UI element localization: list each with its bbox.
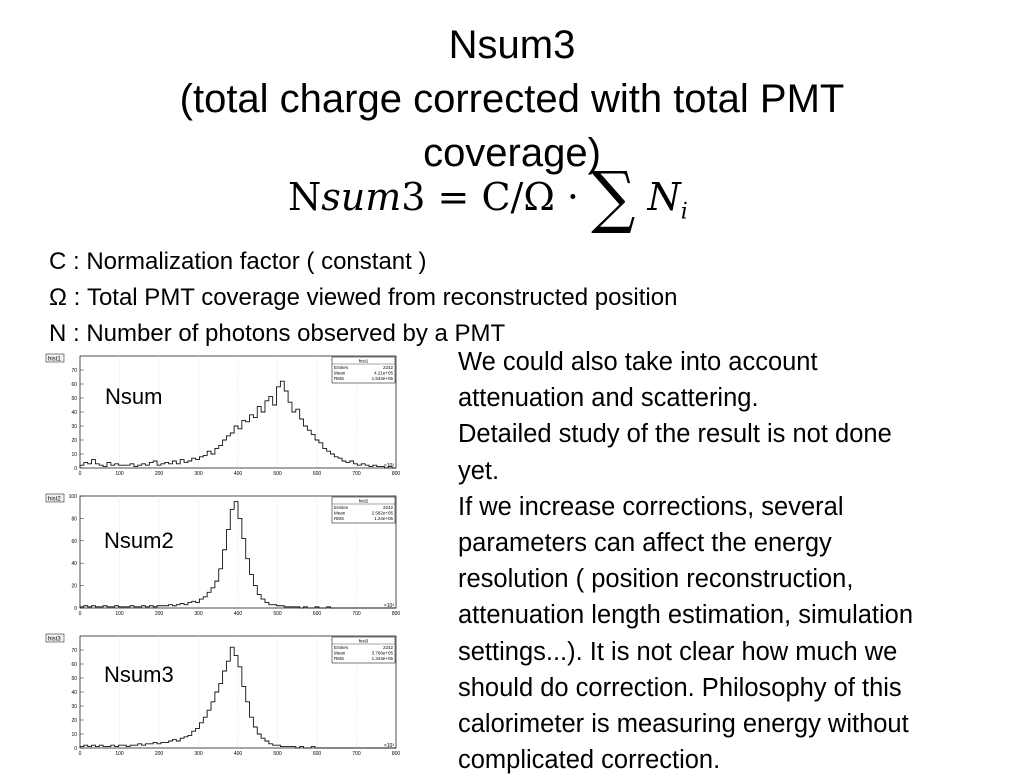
y-tick-label: 20 <box>71 438 77 444</box>
nsum3-formula <box>288 156 728 240</box>
x-tick-label: 300 <box>194 611 203 617</box>
x-tick-label: 300 <box>194 471 203 477</box>
text-line: should do correction. Philosophy of this <box>458 673 902 702</box>
definition-omega: Ω : Total PMT coverage viewed from reconstructed position <box>49 284 678 311</box>
stats-value: 2.582e+05 <box>371 510 393 516</box>
histogram-nsum3 <box>44 632 414 762</box>
x-tick-label: 400 <box>233 751 243 757</box>
sum-symbol: ∑ <box>591 156 636 237</box>
y-tick-label: 40 <box>71 410 77 416</box>
y-tick-label: 20 <box>71 583 77 590</box>
stats-value: 2242 <box>382 505 393 510</box>
formula-lhs-digit: 3 <box>401 175 426 219</box>
x-tick-label: 800 <box>391 471 401 477</box>
y-tick-label: 10 <box>71 732 77 738</box>
histogram-label: Nsum <box>105 384 163 409</box>
x-tick-label: 600 <box>312 611 322 617</box>
x-tick-label: 200 <box>154 471 164 477</box>
x-tick-label: 500 <box>273 751 282 757</box>
x-tick-label: 700 <box>352 471 361 477</box>
stats-value: 1.533e+05 <box>371 376 393 381</box>
text-line: Detailed study of the result is not done <box>458 420 892 449</box>
y-tick-label: 60 <box>71 382 77 388</box>
y-tick-label: 50 <box>71 396 77 402</box>
hist-tag-text: hist2 <box>48 496 61 503</box>
x-tick-label: 500 <box>273 611 282 617</box>
x-tick-label: 100 <box>115 751 124 757</box>
y-tick-label: 80 <box>71 516 77 523</box>
histogram-panel-nsum <box>44 352 414 482</box>
stats-key: Entries <box>334 505 349 510</box>
x-tick-label: 0 <box>78 471 82 477</box>
stats-value: 1.24e+05 <box>374 516 393 521</box>
y-tick-label: 20 <box>71 718 77 724</box>
x-tick-label: 600 <box>312 751 322 757</box>
formula-rhs: = C/Ω · <box>437 175 580 219</box>
x-exponent-label: ×10³ <box>383 743 394 749</box>
y-tick-label: 70 <box>71 648 77 654</box>
hist-tag-text: hist1 <box>48 356 61 363</box>
y-tick-label: 0 <box>74 606 77 612</box>
x-tick-label: 400 <box>233 471 243 477</box>
title-line-3: coverage) <box>423 131 601 175</box>
text-line: resolution ( position reconstruction, <box>458 565 854 594</box>
stats-value: 3.766e+05 <box>371 650 393 656</box>
x-tick-label: 100 <box>115 611 124 617</box>
stats-value: 2242 <box>382 645 393 650</box>
histogram-panel-nsum3 <box>44 632 414 762</box>
x-tick-label: 800 <box>391 611 401 617</box>
text-line: attenuation and scattering. <box>458 384 759 413</box>
formula-term: N <box>647 175 681 219</box>
definition-n: N : Number of photons observed by a PMT <box>49 320 506 347</box>
stats-key: Entries <box>334 365 349 370</box>
stats-key: RMS <box>334 516 344 521</box>
text-line: attenuation length estimation, simulation <box>458 601 914 630</box>
x-exponent-label: ×10³ <box>383 463 394 469</box>
title-line-1: Nsum3 <box>448 23 576 67</box>
text-line: If we increase corrections, several <box>458 492 844 521</box>
x-tick-label: 300 <box>194 751 203 757</box>
x-tick-label: 700 <box>352 611 361 617</box>
x-exponent-label: ×10³ <box>383 603 394 609</box>
histogram-label: Nsum3 <box>104 662 174 687</box>
y-tick-label: 60 <box>71 538 77 545</box>
stats-title: hist3 <box>358 638 369 644</box>
y-tick-label: 0 <box>74 746 77 752</box>
y-tick-label: 40 <box>71 690 77 696</box>
title-line-2: (total charge corrected with total PMT <box>179 77 845 121</box>
formula-lhs-sum: sum <box>321 175 402 219</box>
x-tick-label: 500 <box>273 471 282 477</box>
x-tick-label: 800 <box>391 751 401 757</box>
text-line: We could also take into account <box>458 348 818 376</box>
x-tick-label: 600 <box>312 471 322 477</box>
definition-c: C : Normalization factor ( constant ) <box>49 248 427 275</box>
histogram-nsum2 <box>44 492 414 622</box>
stats-key: RMS <box>334 376 344 381</box>
text-line: calorimeter is measuring energy without <box>458 710 909 739</box>
y-tick-label: 30 <box>71 704 77 710</box>
text-line: complicated correction. <box>458 746 721 775</box>
stats-key: Mean <box>334 370 346 376</box>
x-tick-label: 200 <box>154 751 164 757</box>
stats-value: 4.21e+05 <box>374 370 393 376</box>
x-tick-label: 400 <box>233 611 243 617</box>
text-line: parameters can affect the energy <box>458 529 832 558</box>
formula-subscript: i <box>680 199 688 225</box>
y-tick-label: 50 <box>71 676 77 682</box>
x-tick-label: 0 <box>78 611 82 617</box>
stats-title: hist2 <box>358 498 369 504</box>
stats-value: 1.343e+05 <box>371 656 393 661</box>
histogram-label: Nsum2 <box>104 528 174 553</box>
y-tick-label: 60 <box>71 662 77 668</box>
stats-key: Mean <box>334 510 346 516</box>
y-tick-label: 30 <box>71 424 77 430</box>
formula-lhs-n: N <box>288 175 322 219</box>
stats-value: 2242 <box>382 365 393 370</box>
y-tick-label: 10 <box>71 452 77 458</box>
x-tick-label: 0 <box>78 751 82 757</box>
stats-title: hist1 <box>358 358 369 364</box>
histogram-nsum <box>44 352 414 482</box>
y-tick-label: 70 <box>71 368 77 374</box>
text-line: yet. <box>458 456 500 485</box>
x-tick-label: 700 <box>352 751 361 757</box>
x-tick-label: 200 <box>154 611 164 617</box>
hist-tag-text: hist3 <box>48 636 61 643</box>
stats-key: Mean <box>334 650 346 656</box>
histogram-panel-nsum2 <box>44 492 414 622</box>
y-tick-label: 40 <box>71 561 77 568</box>
definitions-list <box>49 244 677 352</box>
y-tick-label: 0 <box>74 466 77 472</box>
x-tick-label: 100 <box>115 471 124 477</box>
stats-key: RMS <box>334 656 344 661</box>
text-line: settings...). It is not clear how much we <box>458 637 898 666</box>
stats-key: Entries <box>334 645 349 650</box>
discussion-text <box>458 344 1018 778</box>
slide-title <box>0 18 1024 180</box>
y-tick-label: 100 <box>68 494 77 500</box>
